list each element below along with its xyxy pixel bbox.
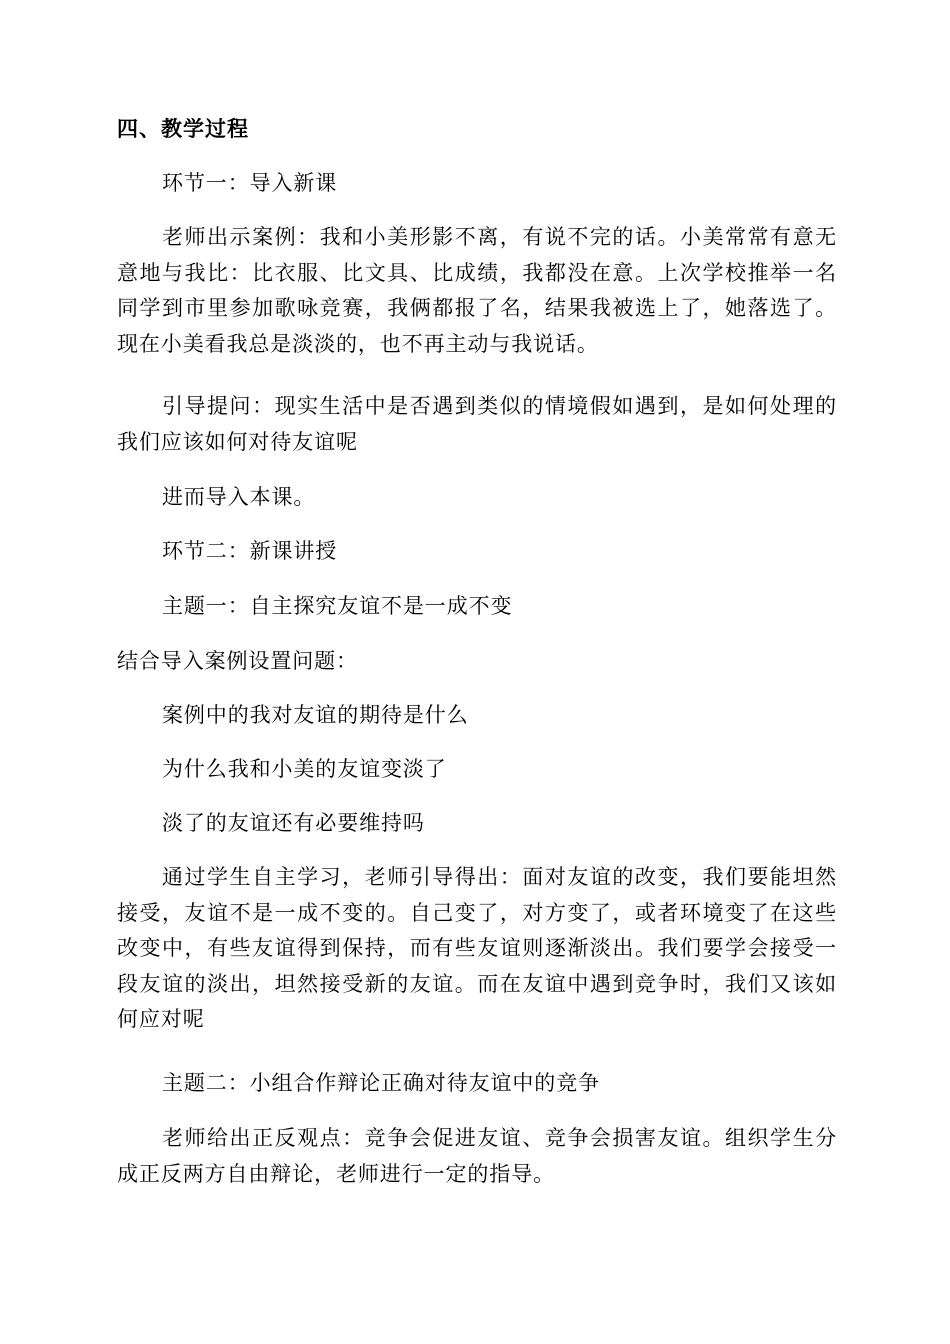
topic-two-title: 主题二：小组合作辩论正确对待友谊中的竞争	[162, 1071, 600, 1095]
topic-one-title: 主题一：自主探究友谊不是一成不变	[162, 594, 513, 618]
section-heading: 四、教学过程	[117, 116, 249, 141]
question-one: 案例中的我对友谊的期待是什么	[162, 703, 469, 727]
conclusion-paragraph: 通过学生自主学习，老师引导得出：面对友谊的改变，我们要能坦然接受，友谊不是一成不变的。自己变了，对方变了，或者环境变了在这些改变中，有些友谊得到保持，而有些友谊则逐渐淡出。我们要学会接受一段友谊的淡出，坦然接受新的友谊。而在友谊中遇到竞争时，我们又该如何应对呢	[117, 865, 837, 1031]
question-three: 淡了的友谊还有必要维持吗	[162, 811, 425, 835]
case-paragraph: 老师出示案例：我和小美形影不离，有说不完的话。小美常常有意无意地与我比：比衣服、比文具、比成绩，我都没在意。上次学校推举一名同学到市里参加歌咏竞赛，我俩都报了名，结果我被选上了，她落选了。现在小美看我总是淡淡的，也不再主动与我说话。	[117, 225, 837, 356]
stage-one-title: 环节一：导入新课	[162, 171, 338, 195]
stage-two-title: 环节二：新课讲授	[162, 539, 338, 563]
guiding-question-paragraph: 引导提问：现实生活中是否遇到类似的情境假如遇到，是如何处理的我们应该如何对待友谊呢	[117, 394, 837, 454]
question-two: 为什么我和小美的友谊变淡了	[162, 757, 447, 781]
lead-in-paragraph: 进而导入本课。	[162, 485, 316, 509]
question-setup-paragraph: 结合导入案例设置问题：	[117, 649, 358, 673]
debate-paragraph: 老师给出正反观点：竞争会促进友谊、竞争会损害友谊。组织学生分成正反两方自由辩论，老师进行一定的指导。	[117, 1126, 837, 1186]
